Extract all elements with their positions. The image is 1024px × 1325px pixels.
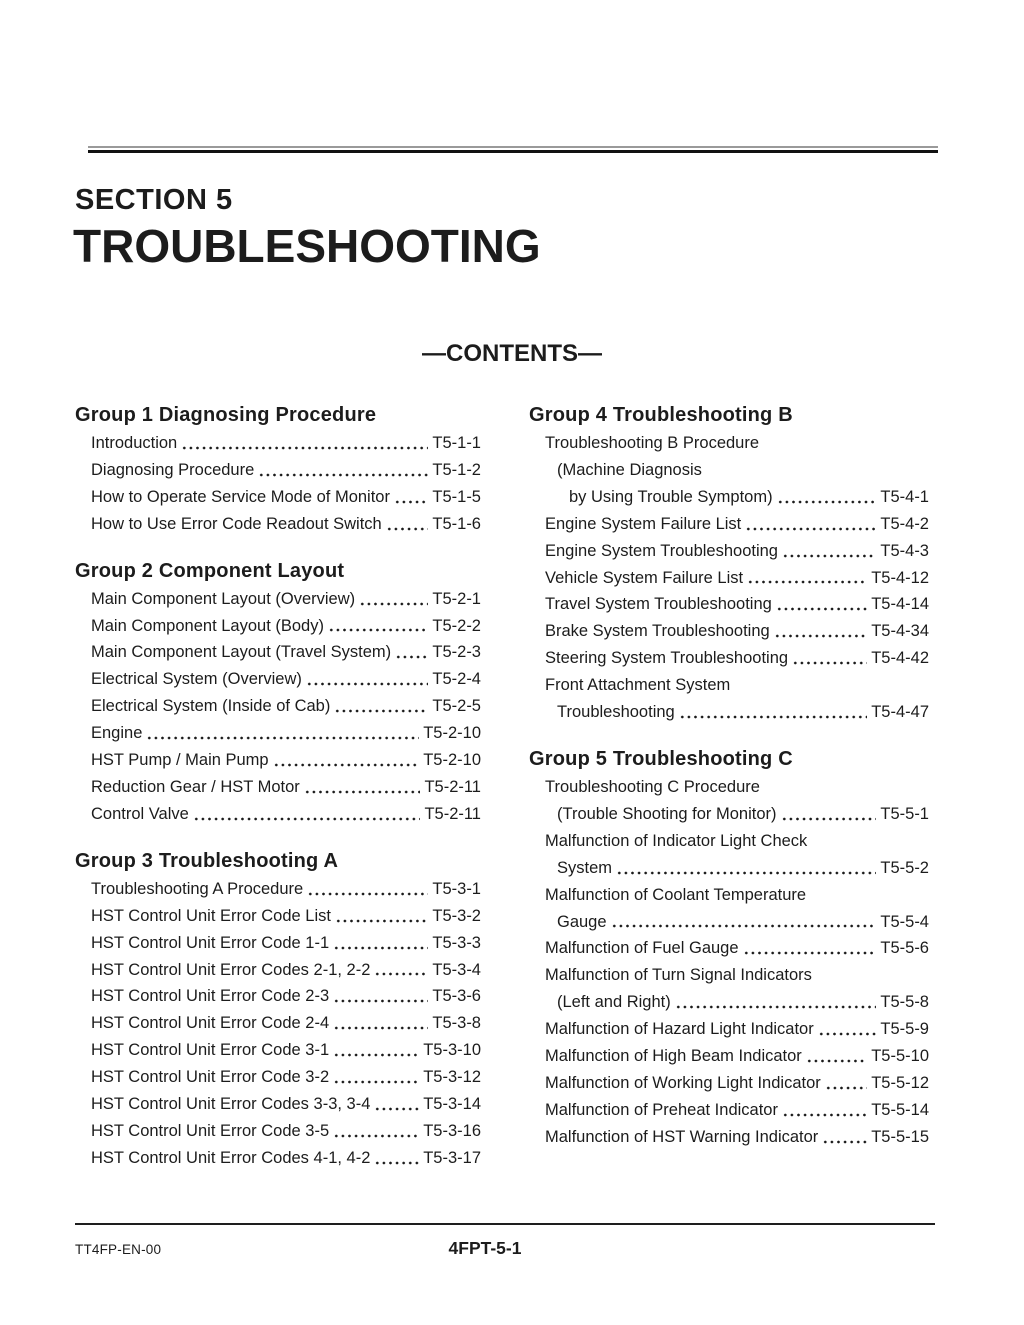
toc-entry-page: T5-5-1	[880, 804, 929, 823]
toc-entry-page: T5-4-2	[880, 514, 929, 533]
toc-leader-dots	[333, 930, 428, 957]
toc-group-heading: Group 5 Troubleshooting C	[529, 747, 793, 770]
toc-entry-title: HST Control Unit Error Code 3-1	[91, 1041, 330, 1060]
toc-entry-page: T5-5-8	[880, 993, 929, 1012]
toc-leader-dots	[193, 801, 421, 828]
toc-entry-title: HST Control Unit Error Codes 2-1, 2-2	[91, 960, 371, 979]
toc-entry-page: T5-1-6	[432, 514, 481, 533]
toc-entry	[529, 1124, 929, 1151]
toc-entry-title: How to Use Error Code Readout Switch	[91, 514, 382, 533]
toc-leader-dots	[825, 1070, 867, 1097]
toc-entry-title: Gauge	[557, 912, 607, 931]
toc-entry	[529, 538, 929, 565]
toc-entry-title: HST Control Unit Error Codes 4-1, 4-2	[91, 1148, 371, 1167]
toc-entry-title: Main Component Layout (Overview)	[91, 589, 356, 608]
toc-leader-dots	[747, 565, 867, 592]
toc-entry	[75, 511, 481, 538]
toc-leader-dots	[394, 484, 428, 511]
toc-entry-title: Front Attachment System	[545, 676, 731, 695]
toc-entry-title: Malfunction of Coolant Temperature	[545, 885, 807, 904]
toc-entry-title: Malfunction of Indicator Light Check	[545, 831, 808, 850]
toc-entry-page: T5-3-8	[432, 1014, 481, 1033]
toc-entry-page: T5-5-6	[880, 939, 929, 958]
toc-entry	[529, 935, 929, 962]
toc-leader-dots	[374, 1145, 419, 1172]
toc-group	[529, 403, 929, 726]
toc-leader-dots	[777, 484, 877, 511]
toc-leader-dots	[776, 591, 867, 618]
toc-leader-dots	[374, 1091, 419, 1118]
toc-leader-dots	[374, 957, 428, 984]
toc-entry-title: Vehicle System Failure List	[545, 568, 744, 587]
toc-leader-dots	[333, 1118, 419, 1145]
toc-entry-page: T5-5-15	[871, 1127, 929, 1146]
toc-entry	[75, 693, 481, 720]
contents-heading: —CONTENTS—	[422, 340, 602, 367]
toc-entry-page: T5-3-4	[432, 960, 481, 979]
toc-entry-title: Malfunction of Preheat Indicator	[545, 1100, 778, 1119]
toc-leader-dots	[306, 666, 429, 693]
toc-entry	[75, 774, 481, 801]
toc-entry	[75, 613, 481, 640]
toc-group-items	[75, 586, 481, 828]
toc-entry-title: Malfunction of Working Light Indicator	[545, 1073, 821, 1092]
toc-entry	[75, 457, 481, 484]
toc-leader-dots	[395, 639, 428, 666]
toc-columns	[75, 403, 929, 1172]
toc-entry-title: HST Control Unit Error Code 1-1	[91, 933, 330, 952]
toc-group-heading: Group 4 Troubleshooting B	[529, 404, 793, 426]
toc-entry-title: Engine System Failure List	[545, 514, 742, 533]
toc-entry	[529, 828, 929, 855]
toc-entry-page: T5-2-3	[432, 643, 481, 662]
toc-entry-page: T5-4-1	[880, 487, 929, 506]
toc-column-right	[529, 403, 929, 1151]
toc-entry	[75, 1037, 481, 1064]
toc-entry-page: T5-1-5	[432, 487, 481, 506]
toc-entry	[529, 909, 929, 936]
toc-entry	[529, 774, 929, 801]
toc-leader-dots	[818, 1016, 877, 1043]
toc-entry	[75, 1010, 481, 1037]
toc-leader-dots	[743, 935, 877, 962]
header-rule-thick	[88, 150, 938, 153]
toc-leader-dots	[822, 1124, 867, 1151]
toc-leader-dots	[273, 747, 420, 774]
toc-entry-page: T5-3-1	[432, 879, 481, 898]
toc-entry	[75, 639, 481, 666]
toc-entry	[75, 957, 481, 984]
toc-entry-title: HST Control Unit Error Codes 3-3, 3-4	[91, 1095, 371, 1114]
toc-group	[529, 747, 929, 1151]
toc-entry	[529, 591, 929, 618]
toc-entry-page: T5-2-11	[424, 804, 481, 823]
toc-entry-page: T5-3-10	[423, 1041, 481, 1060]
toc-entry-title: Main Component Layout (Travel System)	[91, 643, 392, 662]
toc-entry-page: T5-1-1	[432, 434, 481, 452]
toc-leader-dots	[328, 613, 428, 640]
toc-entry	[529, 618, 929, 645]
toc-entry-title: System	[557, 858, 613, 877]
toc-entry	[529, 989, 929, 1016]
toc-entry-page: T5-2-10	[423, 751, 481, 770]
toc-entry	[529, 1043, 929, 1070]
toc-entry-title: Electrical System (Inside of Cab)	[91, 697, 331, 716]
header-rule-thin	[88, 146, 938, 148]
toc-entry	[75, 801, 481, 828]
toc-entry	[75, 666, 481, 693]
toc-entry	[529, 672, 929, 699]
section-title: TROUBLESHOOTING	[73, 220, 541, 272]
toc-entry	[529, 1070, 929, 1097]
toc-leader-dots	[304, 774, 421, 801]
toc-group	[75, 403, 481, 538]
toc-leader-dots	[781, 801, 877, 828]
toc-entry	[75, 484, 481, 511]
toc-entry-title: Troubleshooting C Procedure	[545, 777, 760, 796]
toc-entry	[75, 1064, 481, 1091]
toc-entry-title: Malfunction of High Beam Indicator	[545, 1047, 802, 1066]
toc-entry-page: T5-3-3	[432, 933, 481, 952]
toc-entry-title: (Trouble Shooting for Monitor)	[557, 804, 777, 823]
toc-group-heading: Group 1 Diagnosing Procedure	[75, 404, 377, 426]
toc-entry-title: Travel System Troubleshooting	[545, 595, 772, 614]
toc-entry	[75, 983, 481, 1010]
toc-entry-page: T5-5-4	[880, 912, 929, 931]
toc-leader-dots	[792, 645, 867, 672]
toc-entry-title: Diagnosing Procedure	[91, 460, 255, 479]
toc-leader-dots	[359, 586, 428, 613]
toc-entry	[529, 645, 929, 672]
toc-entry	[529, 1016, 929, 1043]
toc-entry-page: T5-5-12	[871, 1073, 929, 1092]
toc-entry-title: Troubleshooting	[557, 703, 675, 722]
toc-entry	[75, 720, 481, 747]
toc-entry	[529, 457, 929, 484]
toc-entry-title: Engine	[91, 724, 143, 743]
toc-entry-page: T5-4-3	[880, 541, 929, 560]
toc-group-items	[75, 430, 481, 538]
toc-leader-dots	[333, 1037, 419, 1064]
toc-entry-title: Brake System Troubleshooting	[545, 622, 770, 641]
footer-rule	[75, 1223, 935, 1225]
document-code: TT4FP-EN-00	[75, 1242, 162, 1257]
toc-leader-dots	[774, 618, 868, 645]
toc-entry-title: (Machine Diagnosis	[557, 460, 702, 479]
toc-leader-dots	[782, 1097, 867, 1124]
toc-entry-title: Electrical System (Overview)	[91, 670, 302, 689]
toc-entry	[75, 903, 481, 930]
toc-entry-page: T5-2-4	[432, 670, 481, 689]
toc-entry	[529, 962, 929, 989]
toc-entry-page: T5-2-11	[424, 777, 481, 796]
toc-entry	[75, 876, 481, 903]
toc-group-heading: Group 3 Troubleshooting A	[75, 849, 339, 872]
toc-entry-page: T5-4-12	[871, 568, 929, 587]
toc-entry-page: T5-1-2	[432, 460, 481, 479]
section-label: SECTION 5	[75, 184, 233, 216]
toc-leader-dots	[333, 983, 428, 1010]
toc-leader-dots	[258, 457, 428, 484]
toc-entry-page: T5-4-14	[871, 595, 929, 614]
toc-group-items	[529, 430, 929, 726]
toc-entry	[529, 430, 929, 457]
toc-group	[75, 559, 481, 828]
toc-entry-page: T5-5-10	[871, 1047, 929, 1066]
toc-entry	[75, 586, 481, 613]
toc-group	[75, 849, 481, 1172]
toc-entry-title: Malfunction of Hazard Light Indicator	[545, 1020, 814, 1039]
toc-entry-page: T5-5-9	[880, 1020, 929, 1039]
toc-leader-dots	[679, 699, 868, 726]
toc-entry-title: Malfunction of HST Warning Indicator	[545, 1127, 819, 1146]
toc-entry-title: Troubleshooting B Procedure	[545, 434, 760, 452]
toc-group-heading: Group 2 Component Layout	[75, 559, 345, 582]
toc-group-items	[529, 774, 929, 1151]
toc-entry	[75, 1091, 481, 1118]
toc-leader-dots	[806, 1043, 867, 1070]
toc-group-items	[75, 876, 481, 1172]
toc-entry-title: (Left and Right)	[557, 993, 671, 1012]
toc-leader-dots	[333, 1064, 419, 1091]
toc-entry-title: Engine System Troubleshooting	[545, 541, 778, 560]
toc-entry-page: T5-5-2	[880, 858, 929, 877]
page-number: 4FPT-5-1	[448, 1238, 522, 1258]
toc-entry-page: T5-3-17	[423, 1148, 481, 1167]
toc-entry-title: Troubleshooting A Procedure	[91, 879, 304, 898]
toc-entry-page: T5-4-47	[871, 703, 929, 722]
toc-entry	[75, 747, 481, 774]
toc-entry-title: Malfunction of Turn Signal Indicators	[545, 966, 812, 985]
toc-entry	[75, 1145, 481, 1172]
toc-entry-title: HST Control Unit Error Code 3-5	[91, 1121, 330, 1140]
toc-entry	[529, 699, 929, 726]
toc-entry-title: Reduction Gear / HST Motor	[91, 777, 300, 796]
toc-entry-title: Main Component Layout (Body)	[91, 616, 324, 635]
toc-entry-page: T5-2-5	[432, 697, 481, 716]
toc-entry	[529, 565, 929, 592]
toc-entry-page: T5-3-14	[423, 1095, 481, 1114]
toc-leader-dots	[146, 720, 419, 747]
toc-entry	[75, 930, 481, 957]
toc-entry-page: T5-3-6	[432, 987, 481, 1006]
toc-entry	[529, 801, 929, 828]
toc-entry	[529, 511, 929, 538]
toc-entry	[75, 430, 481, 457]
toc-entry-title: Steering System Troubleshooting	[545, 649, 789, 668]
toc-entry	[529, 1097, 929, 1124]
toc-leader-dots	[782, 538, 876, 565]
toc-entry-page: T5-2-2	[432, 616, 481, 635]
toc-leader-dots	[386, 511, 429, 538]
toc-entry-title: HST Pump / Main Pump	[91, 751, 269, 770]
toc-entry-page: T5-2-10	[423, 724, 481, 743]
toc-leader-dots	[181, 430, 428, 457]
toc-entry-page: T5-4-42	[871, 649, 929, 668]
toc-entry-title: by Using Trouble Symptom)	[569, 487, 773, 506]
toc-entry-title: How to Operate Service Mode of Monitor	[91, 487, 390, 506]
toc-leader-dots	[307, 876, 428, 903]
toc-entry	[529, 855, 929, 882]
toc-entry-title: Control Valve	[91, 804, 189, 823]
toc-entry-page: T5-3-2	[432, 906, 481, 925]
toc-leader-dots	[611, 909, 877, 936]
toc-leader-dots	[335, 903, 428, 930]
toc-entry-title: HST Control Unit Error Code 2-3	[91, 987, 330, 1006]
toc-entry-page: T5-5-14	[871, 1100, 929, 1119]
toc-entry-page: T5-3-16	[423, 1121, 481, 1140]
toc-leader-dots	[616, 855, 876, 882]
toc-entry-page: T5-2-1	[432, 589, 481, 608]
toc-entry-title: HST Control Unit Error Code 3-2	[91, 1068, 330, 1087]
toc-entry-title: Introduction	[91, 434, 178, 452]
toc-leader-dots	[333, 1010, 428, 1037]
toc-entry	[75, 1118, 481, 1145]
toc-entry-title: Malfunction of Fuel Gauge	[545, 939, 739, 958]
toc-leader-dots	[745, 511, 876, 538]
toc-entry	[529, 484, 929, 511]
toc-entry-page: T5-4-34	[871, 622, 929, 641]
toc-column-left	[75, 403, 481, 1172]
toc-leader-dots	[675, 989, 877, 1016]
toc-entry-page: T5-3-12	[423, 1068, 481, 1087]
toc-leader-dots	[334, 693, 428, 720]
toc-entry-title: HST Control Unit Error Code List	[91, 906, 331, 925]
toc-entry-title: HST Control Unit Error Code 2-4	[91, 1014, 330, 1033]
toc-entry	[529, 882, 929, 909]
